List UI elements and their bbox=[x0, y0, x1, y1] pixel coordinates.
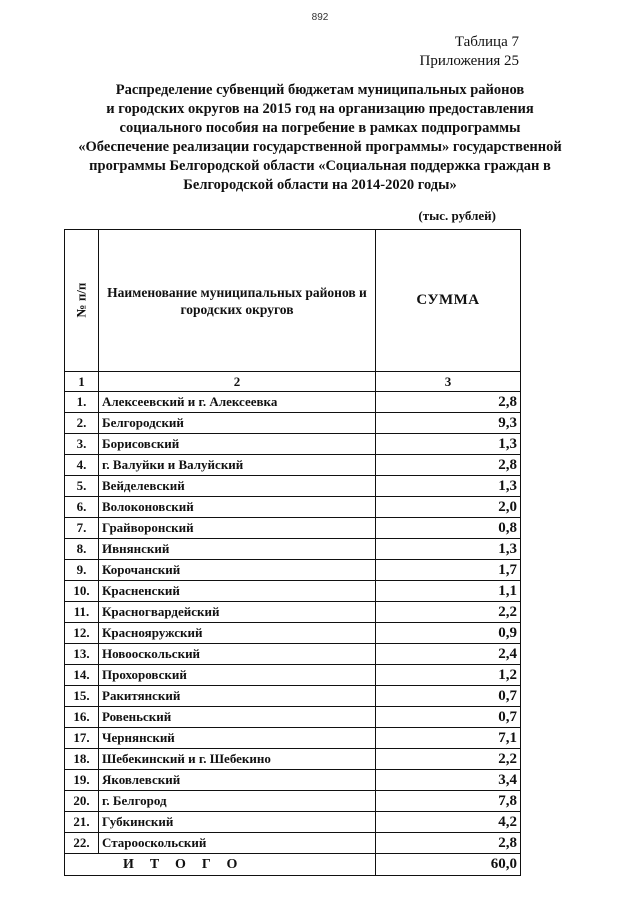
header-number-cell bbox=[65, 230, 99, 372]
table-row bbox=[65, 770, 521, 791]
district-name-cell: г. Белгород bbox=[99, 791, 376, 812]
amount-cell: 7,1 bbox=[376, 728, 521, 749]
district-name-cell: Прохоровский bbox=[99, 665, 376, 686]
row-number-cell: 7. bbox=[65, 518, 99, 539]
amount-cell: 1,1 bbox=[376, 581, 521, 602]
district-name-cell: Корочанский bbox=[99, 560, 376, 581]
row-number-cell: 22. bbox=[65, 833, 99, 854]
total-row bbox=[65, 854, 521, 876]
document-title bbox=[40, 81, 600, 195]
table-row bbox=[65, 644, 521, 665]
amount-cell: 1,3 bbox=[376, 476, 521, 497]
district-name-cell: Ивнянский bbox=[99, 539, 376, 560]
title-line: программы Белгородской области «Социальная поддержка граждан в bbox=[89, 158, 551, 174]
amount-cell: 2,4 bbox=[376, 644, 521, 665]
row-number-cell: 15. bbox=[65, 686, 99, 707]
district-name-cell: Вейделевский bbox=[99, 476, 376, 497]
title-line: Белгородской области на 2014-2020 годы» bbox=[183, 177, 457, 193]
page-number: 892 bbox=[311, 12, 329, 23]
row-number-cell: 17. bbox=[65, 728, 99, 749]
district-name-cell: Губкинский bbox=[99, 812, 376, 833]
table-row bbox=[65, 623, 521, 644]
amount-cell: 0,9 bbox=[376, 623, 521, 644]
row-number-cell: 3. bbox=[65, 434, 99, 455]
amount-cell: 2,8 bbox=[376, 392, 521, 413]
district-name-cell: Ровеньский bbox=[99, 707, 376, 728]
table-row bbox=[65, 455, 521, 476]
amount-cell: 1,3 bbox=[376, 539, 521, 560]
district-name-cell: Новооскольский bbox=[99, 644, 376, 665]
units-label: (тыс. рублей) bbox=[418, 208, 496, 223]
table-row bbox=[65, 392, 521, 413]
table-row bbox=[65, 581, 521, 602]
table-row bbox=[65, 560, 521, 581]
district-name-cell: г. Валуйки и Валуйский bbox=[99, 455, 376, 476]
row-number-cell: 10. bbox=[65, 581, 99, 602]
row-number-cell: 6. bbox=[65, 497, 99, 518]
district-name-cell: Краснояружский bbox=[99, 623, 376, 644]
row-number-cell: 2. bbox=[65, 413, 99, 434]
table-row bbox=[65, 434, 521, 455]
district-name-cell: Красненский bbox=[99, 581, 376, 602]
row-number-cell: 21. bbox=[65, 812, 99, 833]
header-name-cell: Наименование муниципальных районов и городских округов bbox=[99, 230, 376, 372]
column-index-cell: 2 bbox=[99, 372, 376, 392]
row-number-cell: 16. bbox=[65, 707, 99, 728]
title-line: социального пособия на погребение в рамках подпрограммы bbox=[119, 120, 521, 136]
district-name-cell: Белгородский bbox=[99, 413, 376, 434]
district-name-cell: Волоконовский bbox=[99, 497, 376, 518]
amount-cell: 7,8 bbox=[376, 791, 521, 812]
amount-cell: 2,2 bbox=[376, 749, 521, 770]
amount-cell: 0,7 bbox=[376, 707, 521, 728]
table-row bbox=[65, 791, 521, 812]
row-number-cell: 12. bbox=[65, 623, 99, 644]
amount-cell: 2,0 bbox=[376, 497, 521, 518]
district-name-cell: Ракитянский bbox=[99, 686, 376, 707]
header-sum-cell: СУММА bbox=[376, 230, 521, 372]
amount-cell: 4,2 bbox=[376, 812, 521, 833]
table-row bbox=[65, 518, 521, 539]
table-row bbox=[65, 665, 521, 686]
row-number-cell: 1. bbox=[65, 392, 99, 413]
table-row bbox=[65, 707, 521, 728]
table-row bbox=[65, 812, 521, 833]
table-row bbox=[65, 413, 521, 434]
table-row bbox=[65, 497, 521, 518]
row-number-cell: 19. bbox=[65, 770, 99, 791]
district-name-cell: Яковлевский bbox=[99, 770, 376, 791]
table-row bbox=[65, 833, 521, 854]
row-number-cell: 8. bbox=[65, 539, 99, 560]
table-row bbox=[65, 728, 521, 749]
row-number-cell: 18. bbox=[65, 749, 99, 770]
amount-cell: 1,2 bbox=[376, 665, 521, 686]
row-number-cell: 11. bbox=[65, 602, 99, 623]
amount-cell: 2,8 bbox=[376, 455, 521, 476]
district-name-cell: Чернянский bbox=[99, 728, 376, 749]
district-name-cell: Красногвардейский bbox=[99, 602, 376, 623]
amount-cell: 9,3 bbox=[376, 413, 521, 434]
table-row bbox=[65, 539, 521, 560]
district-name-cell: Борисовский bbox=[99, 434, 376, 455]
amount-cell: 0,8 bbox=[376, 518, 521, 539]
row-number-cell: 13. bbox=[65, 644, 99, 665]
row-number-cell: 14. bbox=[65, 665, 99, 686]
amount-cell: 2,2 bbox=[376, 602, 521, 623]
row-number-cell: 4. bbox=[65, 455, 99, 476]
district-name-cell: Шебекинский и г. Шебекино bbox=[99, 749, 376, 770]
column-index-row bbox=[65, 372, 521, 392]
amount-cell: 1,7 bbox=[376, 560, 521, 581]
row-number-cell: 5. bbox=[65, 476, 99, 497]
amount-cell: 3,4 bbox=[376, 770, 521, 791]
table-reference-line-1: Таблица 7 bbox=[454, 34, 519, 50]
amount-cell: 2,8 bbox=[376, 833, 521, 854]
table-reference bbox=[420, 33, 520, 71]
district-name-cell: Алексеевский и г. Алексеевка bbox=[99, 392, 376, 413]
row-number-cell: 9. bbox=[65, 560, 99, 581]
district-name-cell: Грайворонский bbox=[99, 518, 376, 539]
row-number-cell: 20. bbox=[65, 791, 99, 812]
subventions-table bbox=[64, 229, 521, 876]
table-row bbox=[65, 476, 521, 497]
table-row bbox=[65, 749, 521, 770]
table-header-row bbox=[65, 230, 521, 372]
district-name-cell: Старооскольский bbox=[99, 833, 376, 854]
amount-cell: 0,7 bbox=[376, 686, 521, 707]
table-row bbox=[65, 686, 521, 707]
title-line: Распределение субвенций бюджетам муниципальных районов bbox=[115, 82, 525, 98]
title-line: и городских округов на 2015 год на организацию предоставления bbox=[106, 101, 534, 117]
table-reference-line-2: Приложения 25 bbox=[419, 53, 519, 69]
total-value: 60,0 bbox=[376, 854, 521, 876]
column-index-cell: 1 bbox=[65, 372, 99, 392]
total-label: ИТОГО bbox=[65, 854, 376, 876]
header-number-label: № п/п bbox=[73, 282, 89, 317]
amount-cell: 1,3 bbox=[376, 434, 521, 455]
table-row bbox=[65, 602, 521, 623]
column-index-cell: 3 bbox=[376, 372, 521, 392]
title-line: «Обеспечение реализации государственной программы» государственной bbox=[78, 139, 562, 155]
